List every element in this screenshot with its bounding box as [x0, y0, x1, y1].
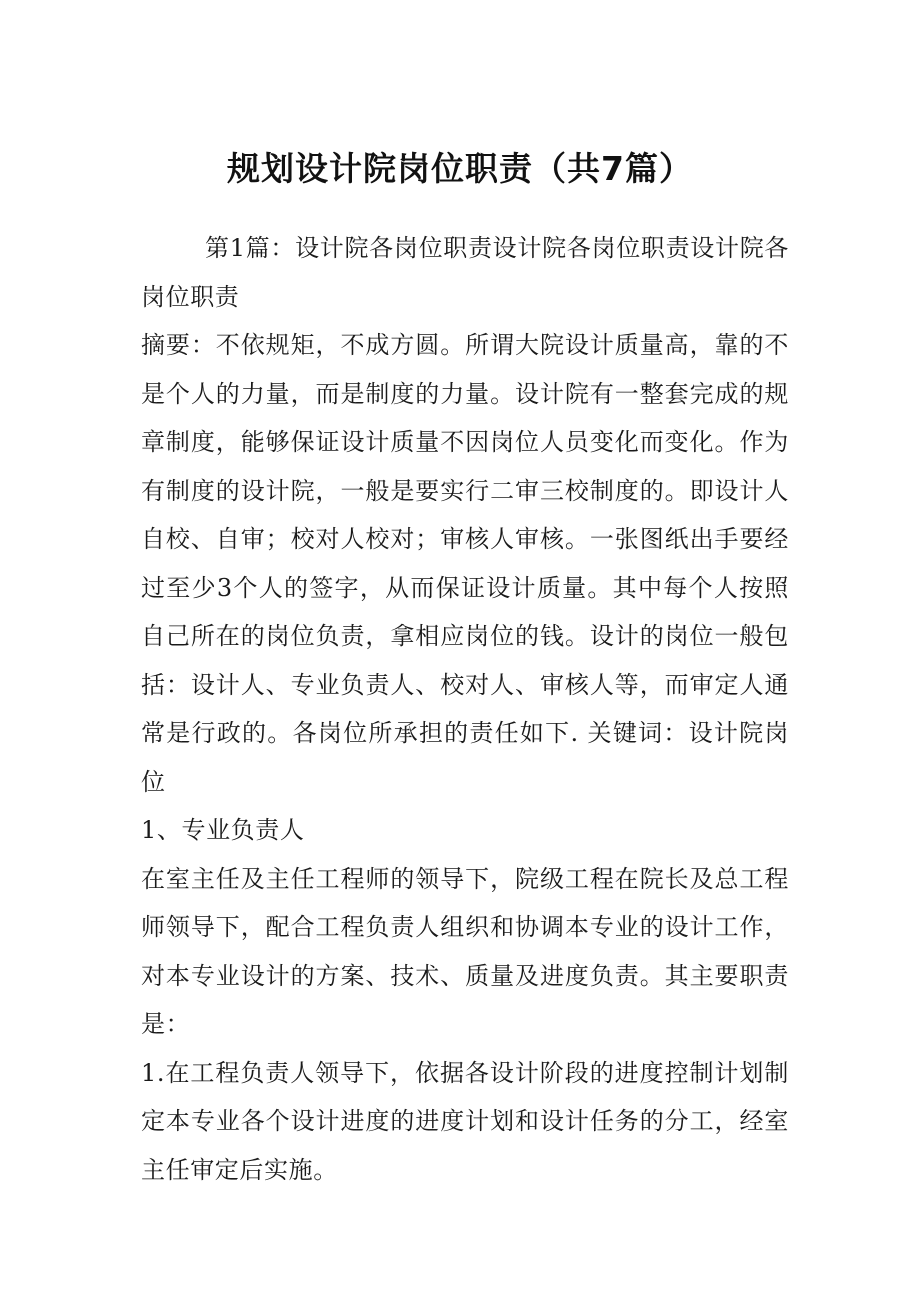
paragraph-section-heading: 1、专业负责人 — [141, 816, 305, 844]
paragraph-abstract: 摘要：不依规矩，不成方圆。所谓大院设计质量高，靠的不是个人的力量，而是制度的力量。设计院有一整套完成的规章制度，能够保证设计质量不因岗位人员变化而变化。作为有制度的设计院，一般是要实行二审三校制度的。即设计人自校、自审；校对人校对；审核人审核。一张图纸出手要经过至少3个人的签字，从而保证设计质量。其中每个人按照自己所在的岗位负责，拿相应岗位的钱。设计的岗位一般包括：设计人、专业负责人、校对人、审核人等，而审定人通常是行政的。各岗位所承担的责任如下. 关键词：设计院岗位 — [141, 331, 789, 796]
document-title: 规划设计院岗位职责（共7篇） — [227, 149, 693, 188]
paragraph-chapter-heading: 第1篇：设计院各岗位职责设计院各岗位职责设计院各岗位职责 — [141, 234, 789, 311]
document-body — [141, 224, 789, 1194]
paragraph-duty-item: 1.在工程负责人领导下，依据各设计阶段的进度控制计划制定本专业各个设计进度的进度计划和设计任务的分工，经室主任审定后实施。 — [141, 1058, 789, 1184]
paragraph-section-intro: 在室主任及主任工程师的领导下，院级工程在院长及总工程师领导下，配合工程负责人组织和协调本专业的设计工作，对本专业设计的方案、技术、质量及进度负责。其主要职责是： — [141, 864, 789, 1038]
